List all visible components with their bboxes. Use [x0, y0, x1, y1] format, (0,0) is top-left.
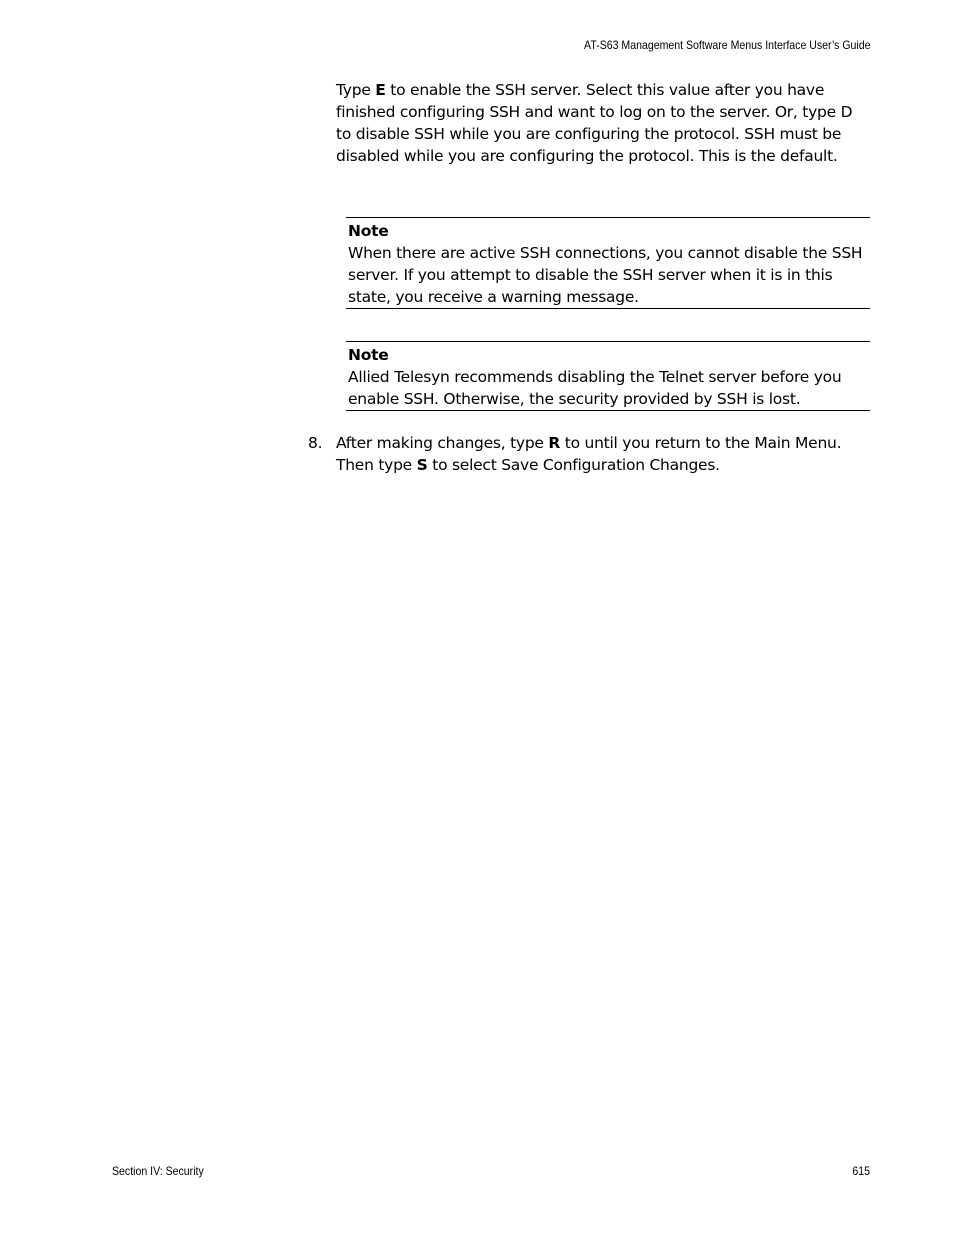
- step-text-start: After making changes, type: [336, 434, 549, 452]
- intro-text-start: Type: [336, 81, 376, 99]
- note-text-1: When there are active SSH connections, you cannot disable the SSH server. If you attempt to disable the SSH server when it is in this state, you receive a warning message.: [348, 244, 863, 306]
- step-number: 8.: [308, 434, 323, 452]
- note-box-1: [346, 217, 870, 309]
- intro-paragraph: [336, 79, 866, 167]
- step-text-middle: to until you return to the Main Menu. Then type: [336, 434, 842, 474]
- intro-text-rest: to enable the SSH server. Select this value after you have finished configuring SSH and want to log on to the server. Or, type D to disable SSH while you are configuring the protocol. SSH must be disabled while you are configuring the protocol. This is the default.: [336, 81, 853, 165]
- step-key-s: S: [416, 456, 428, 474]
- step-key-r: R: [548, 434, 561, 452]
- note-text-2: Allied Telesyn recommends disabling the Telnet server before you enable SSH. Otherwise, the security provided by SSH is lost.: [348, 368, 842, 408]
- step-text: [336, 432, 868, 476]
- note-title-1: Note: [348, 222, 389, 240]
- intro-key-e: E: [375, 81, 386, 99]
- step-text-end: to select Save Configuration Changes.: [427, 456, 720, 474]
- running-header: AT-S63 Management Software Menus Interface User’s Guide: [583, 38, 870, 52]
- footer-section: Section IV: Security: [112, 1164, 204, 1178]
- note-box-2: [346, 341, 870, 411]
- footer-page-number: 615: [852, 1164, 870, 1178]
- note-title-2: Note: [348, 346, 389, 364]
